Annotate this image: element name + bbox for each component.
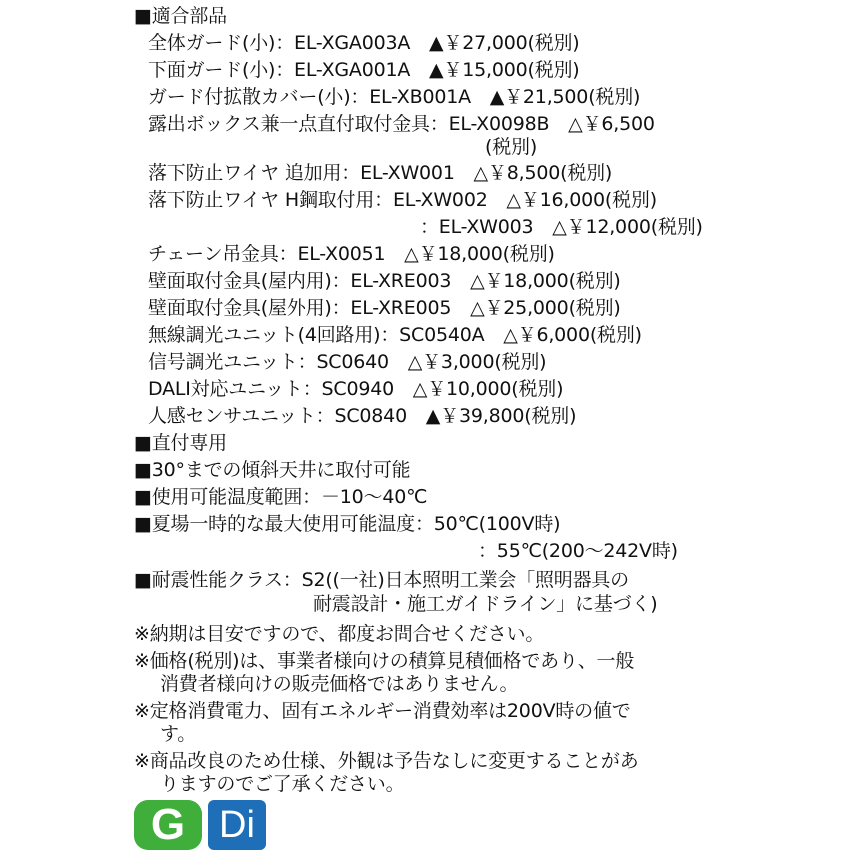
parts-line-exposed-box-tax: (税別) [485,136,538,158]
spec-temperature-range: ■使用可能温度範囲：－10～40℃ [134,486,428,508]
spec-max-temperature: ■夏場一時的な最大使用可能温度：50℃(100V時) [134,513,561,535]
parts-line-wall-outdoor: 壁面取付金具(屋外用)：EL-XRE005 △￥25,000(税別) [148,297,621,319]
parts-line-wireless-dimmer: 無線調光ユニット(4回路用)：SC0540A △￥6,000(税別) [148,324,642,346]
parts-line-bottom-guard: 下面ガード(小)：EL-XGA001A ▲￥15,000(税別) [148,59,580,81]
spec-slope-ceiling: ■30°までの傾斜天井に取付可能 [134,459,411,481]
parts-line-full-guard: 全体ガード(小)：EL-XGA003A ▲￥27,000(税別) [148,32,580,54]
note-improvement: ※商品改良のため仕様、外観は予告なしに変更することがあ [134,750,639,772]
g-mark-logo [134,800,202,850]
parts-line-signal-dimmer: 信号調光ユニット：SC0640 △￥3,000(税別) [148,351,547,373]
note-delivery: ※納期は目安ですので、都度お問合せください。 [134,623,545,645]
note-improvement-2: りますのでご了承ください。 [160,773,405,795]
g-mark-letter: G [150,800,186,849]
note-power: ※定格消費電力、固有エネルギー消費効率は200V時の値で [134,700,631,722]
parts-line-diffuser-cover: ガード付拡散カバー(小)：EL-XB001A ▲￥21,500(税別) [148,86,641,108]
spec-direct-mount: ■直付専用 [134,432,227,454]
di-mark-logo [208,800,266,850]
parts-line-dali: DALI対応ユニット：SC0940 △￥10,000(税別) [148,378,564,400]
parts-line-wall-indoor: 壁面取付金具(屋内用)：EL-XRE003 △￥18,000(税別) [148,270,621,292]
parts-line-wire-hbeam: 落下防止ワイヤ H鋼取付用：EL-XW002 △￥16,000(税別) [148,189,657,211]
note-price-2: 消費者様向けの販売価格ではありません。 [160,673,519,695]
parts-line-wire-hbeam-2: ：EL-XW003 △￥12,000(税別) [420,216,703,238]
section-heading-parts: ■適合部品 [134,5,227,27]
spec-seismic-class: ■耐震性能クラス：S2((一社)日本照明工業会「照明器具の [134,569,629,591]
di-mark-letters: Di [219,804,255,846]
parts-line-wire-add: 落下防止ワイヤ 追加用：EL-XW001 △￥8,500(税別) [148,162,613,184]
note-price: ※価格(税別)は、事業者様向けの積算見積価格であり、一般 [134,650,635,672]
spec-max-temperature-2: ：55℃(200～242V時) [478,540,678,562]
note-power-2: す。 [160,723,197,745]
spec-seismic-class-2: 耐震設計・施工ガイドライン」に基づく) [313,593,658,615]
parts-line-sensor: 人感センサユニット：SC0840 ▲￥39,800(税別) [148,405,577,427]
parts-line-exposed-box: 露出ボックス兼一点直付取付金具：EL-X0098B △￥6,500 [148,113,655,135]
parts-line-chain: チェーン吊金具：EL-X0051 △￥18,000(税別) [148,243,555,265]
